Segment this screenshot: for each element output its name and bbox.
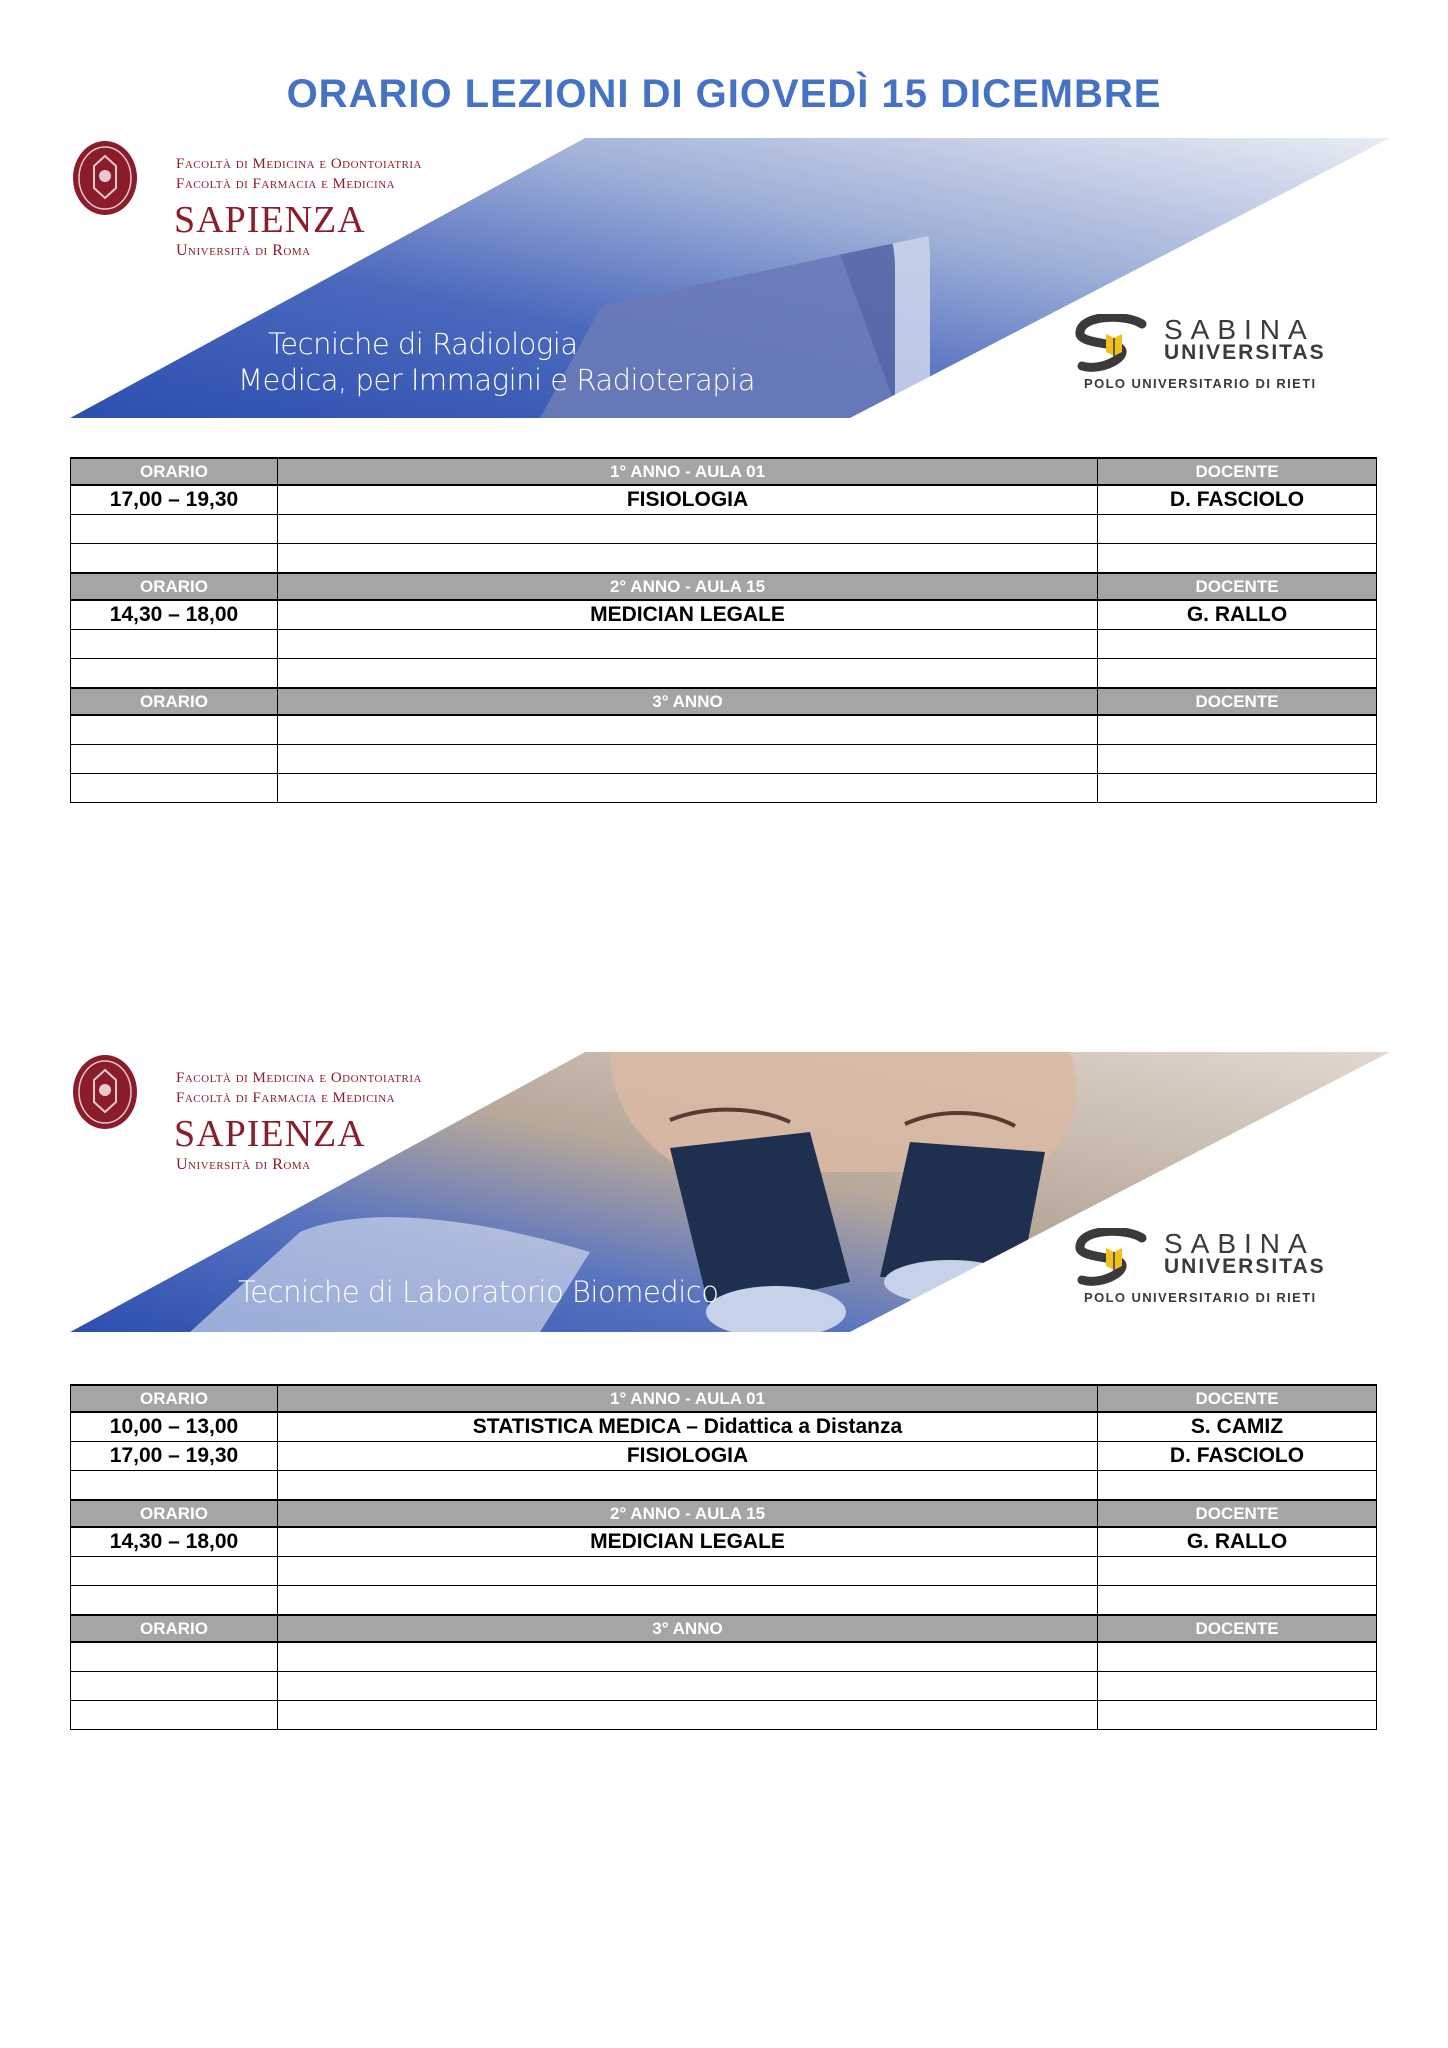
header-time: ORARIO [71,688,278,715]
university-subtitle: Università di Roma [176,1156,311,1173]
cell-teacher [1098,659,1377,689]
header-time: ORARIO [71,573,278,600]
table-row [71,1412,1377,1442]
faculty-line-2: Facoltà di Farmacia e Medicina [176,176,396,192]
cell-time [71,515,278,544]
faculty-line-1: Facoltà di Medicina e Odontoiatria [176,1070,422,1086]
header-time: ORARIO [71,458,278,485]
table-row [71,1642,1377,1672]
cell-teacher [1098,1586,1377,1616]
sapienza-seal-icon [70,138,140,218]
cell-course: MEDICIAN LEGALE [278,600,1098,630]
cell-time [71,1471,278,1501]
cell-time [71,745,278,774]
partner-polo: POLO UNIVERSITARIO DI RIETI [1084,1290,1317,1305]
sabina-universitas-logo [1072,1228,1372,1318]
cell-teacher [1098,1557,1377,1586]
partner-name: SABINA [1164,1228,1315,1259]
cell-teacher [1098,1471,1377,1501]
table-row [71,1527,1377,1557]
cell-teacher [1098,1672,1377,1701]
cell-teacher [1098,715,1377,745]
cell-teacher: G. RALLO [1098,600,1377,630]
sabina-logo-icon [1072,314,1162,376]
cell-course [278,544,1098,574]
table-row [71,630,1377,659]
cell-teacher [1098,1642,1377,1672]
cell-time [71,715,278,745]
page-title: ORARIO LEZIONI DI GIOVEDÌ 15 DICEMBRE [286,72,1162,116]
course-title-line-1: Tecniche di Radiologia [268,327,578,361]
partner-subtitle: UNIVERSITAS [1164,1255,1326,1278]
table-row [71,1701,1377,1730]
header-teacher: DOCENTE [1098,573,1377,600]
cell-time [71,1642,278,1672]
sabina-logo-icon [1072,1228,1162,1290]
table-row [71,745,1377,774]
cell-course [278,515,1098,544]
cell-course [278,715,1098,745]
cell-course [278,1557,1098,1586]
cell-course [278,1642,1098,1672]
cell-course [278,774,1098,803]
sapienza-seal-icon [70,1052,140,1132]
cell-course [278,630,1098,659]
header-teacher: DOCENTE [1098,1385,1377,1412]
university-name: SAPIENZA [174,1113,366,1155]
course-title [238,1274,718,1310]
table-row [71,715,1377,745]
header-time: ORARIO [71,1500,278,1527]
cell-teacher: G. RALLO [1098,1527,1377,1557]
faculty-line-1: Facoltà di Medicina e Odontoiatria [176,156,422,172]
cell-course [278,1701,1098,1730]
header-teacher: DOCENTE [1098,458,1377,485]
university-name: SAPIENZA [174,199,366,241]
table-row [71,485,1377,515]
cell-time [71,774,278,803]
table-row [71,1442,1377,1471]
cell-time [71,1557,278,1586]
cell-time: 17,00 – 19,30 [71,485,278,515]
table-header-row [71,1615,1377,1642]
faculty-names [176,1068,422,1108]
table-row [71,1586,1377,1616]
partner-subtitle: UNIVERSITAS [1164,341,1326,364]
table-row [71,515,1377,544]
course-title-line-1: Tecniche di Laboratorio Biomedico [238,1275,719,1309]
sabina-universitas-logo [1072,314,1372,404]
table-header-row [71,458,1377,485]
header-course: 3° ANNO [278,688,1098,715]
cell-course [278,659,1098,689]
cell-time: 17,00 – 19,30 [71,1442,278,1471]
cell-course: FISIOLOGIA [278,1442,1098,1471]
table-row [71,600,1377,630]
university-subtitle: Università di Roma [176,242,311,259]
cell-time [71,1672,278,1701]
header-time: ORARIO [71,1385,278,1412]
table-row [71,1672,1377,1701]
cell-course [278,1672,1098,1701]
faculty-names [176,154,422,194]
faculty-line-2: Facoltà di Farmacia e Medicina [176,1090,396,1106]
cell-teacher [1098,774,1377,803]
cell-time [71,630,278,659]
cell-time [71,1701,278,1730]
cell-teacher [1098,544,1377,574]
cell-time [71,659,278,689]
table-row [71,544,1377,574]
cell-course: MEDICIAN LEGALE [278,1527,1098,1557]
cell-time [71,544,278,574]
cell-course [278,1471,1098,1501]
cell-time: 14,30 – 18,00 [71,600,278,630]
cell-course: STATISTICA MEDICA – Didattica a Distanza [278,1412,1098,1442]
partner-name: SABINA [1164,314,1315,345]
cell-teacher [1098,1701,1377,1730]
cell-time: 10,00 – 13,00 [71,1412,278,1442]
cell-time: 14,30 – 18,00 [71,1527,278,1557]
partner-polo: POLO UNIVERSITARIO DI RIETI [1084,376,1317,391]
cell-course [278,1586,1098,1616]
header-course: 3° ANNO [278,1615,1098,1642]
header-time: ORARIO [71,1615,278,1642]
course-title [238,326,755,398]
header-course: 1° ANNO - AULA 01 [278,458,1098,485]
table-row [71,659,1377,689]
table-header-row [71,573,1377,600]
table-row [71,1471,1377,1501]
course-title-line-2: Medica, per Immagini e Radioterapia [238,363,756,397]
cell-teacher: D. FASCIOLO [1098,485,1377,515]
schedule-table-laboratorio [70,1384,1377,1730]
header-course: 2° ANNO - AULA 15 [278,573,1098,600]
course-banner-radiologia [70,138,1390,418]
table-row [71,774,1377,803]
cell-teacher [1098,515,1377,544]
table-header-row [71,1385,1377,1412]
table-header-row [71,688,1377,715]
cell-course [278,745,1098,774]
cell-teacher [1098,745,1377,774]
header-teacher: DOCENTE [1098,1500,1377,1527]
cell-teacher: D. FASCIOLO [1098,1442,1377,1471]
table-header-row [71,1500,1377,1527]
cell-time [71,1586,278,1616]
header-course: 1° ANNO - AULA 01 [278,1385,1098,1412]
header-teacher: DOCENTE [1098,1615,1377,1642]
schedule-table-radiologia [70,457,1377,803]
cell-course: FISIOLOGIA [278,485,1098,515]
table-row [71,1557,1377,1586]
header-teacher: DOCENTE [1098,688,1377,715]
header-course: 2° ANNO - AULA 15 [278,1500,1098,1527]
cell-teacher: S. CAMIZ [1098,1412,1377,1442]
cell-teacher [1098,630,1377,659]
course-banner-laboratorio [70,1052,1390,1332]
